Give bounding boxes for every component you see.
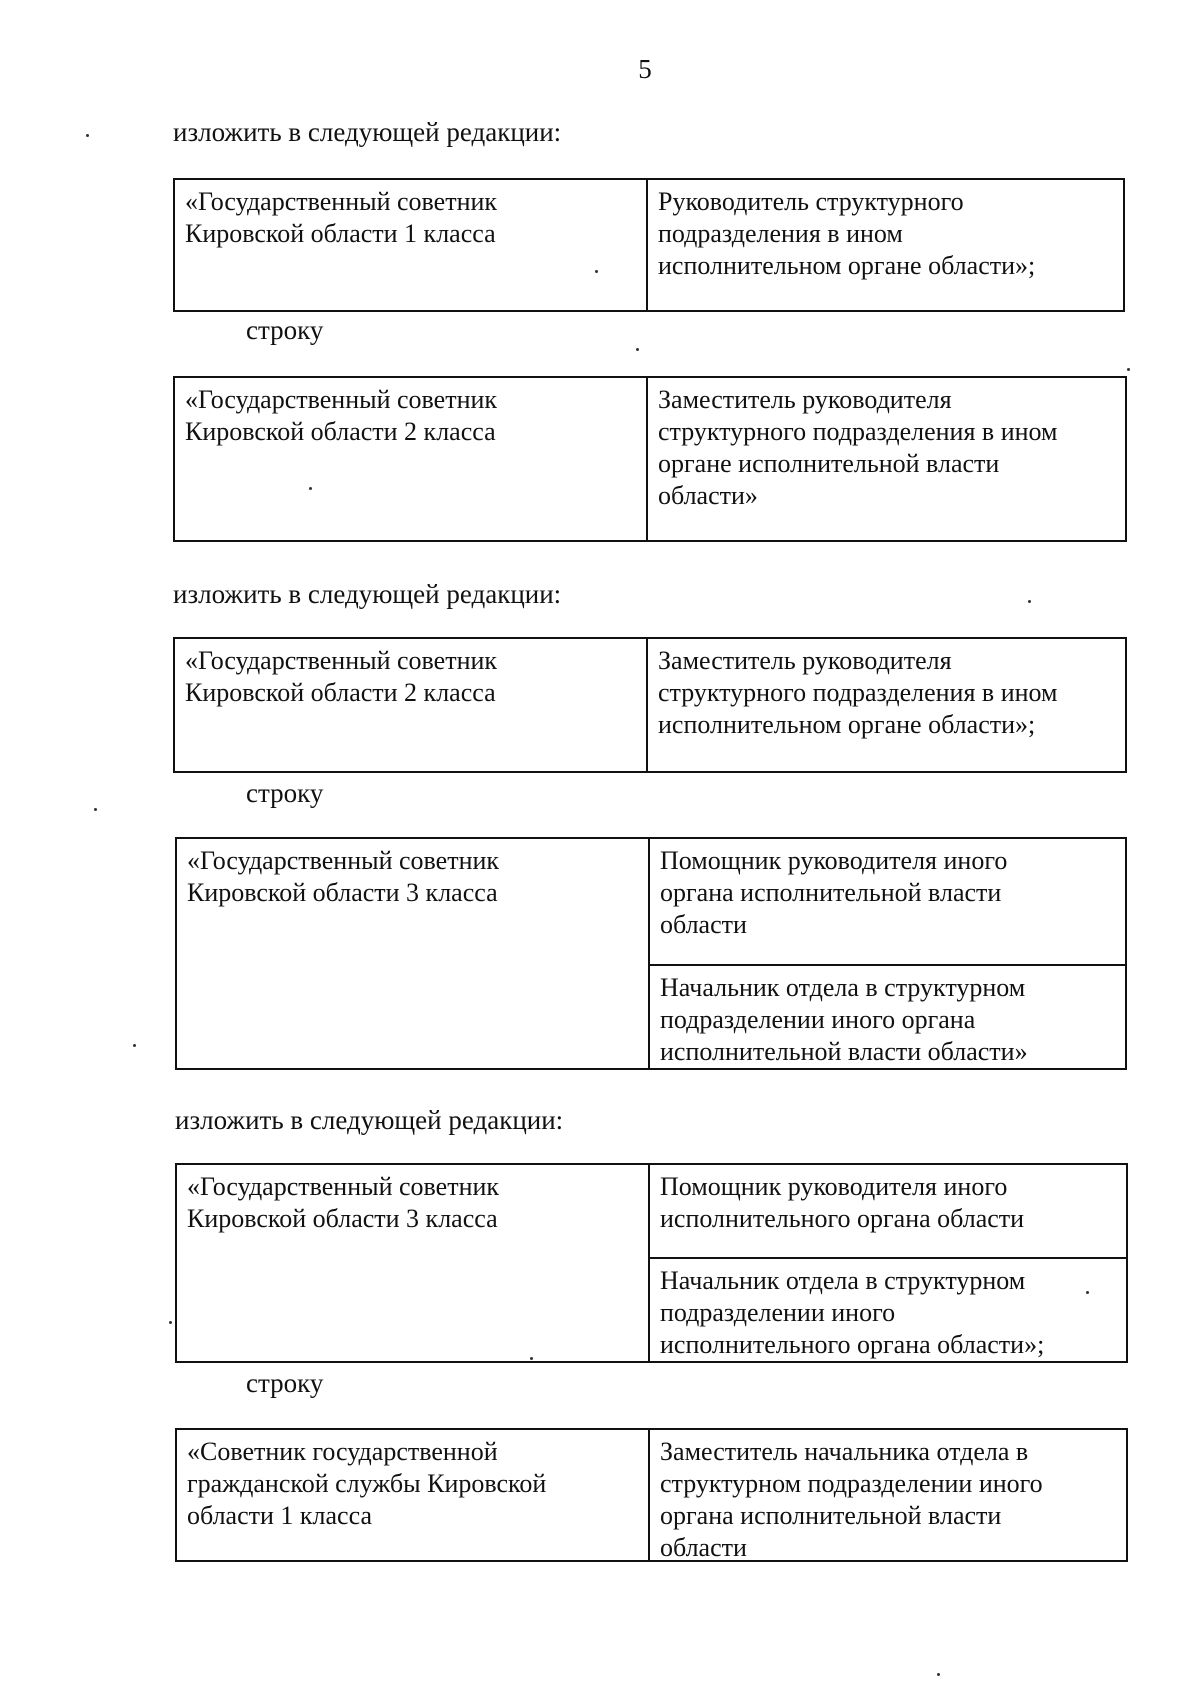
position-line: Помощник руководителя иного: [660, 1172, 1008, 1201]
positions-column: [648, 180, 1123, 310]
rank-line: «Государственный советник: [185, 385, 498, 414]
rank-line: Кировской области 3 класса: [187, 1204, 498, 1233]
position-line: Помощник руководителя иного: [660, 846, 1008, 875]
scan-speck: [86, 134, 89, 137]
scan-speck: [169, 1321, 172, 1324]
rank-line: Кировской области 2 класса: [185, 678, 496, 707]
position-line: подразделения в ином: [658, 219, 903, 248]
position-line: исполнительного органа области: [660, 1204, 1025, 1233]
instruction-text: строку: [246, 315, 324, 345]
scan-speck: [530, 1357, 533, 1360]
scan-speck: [595, 270, 598, 273]
instruction-text: изложить в следующей редакции:: [173, 117, 562, 147]
position-cell: [648, 639, 1125, 771]
rank-cell: [177, 1430, 650, 1560]
position-line: структурном подразделении иного: [660, 1469, 1043, 1498]
rank-cell: [175, 378, 648, 540]
position-table: [175, 1428, 1128, 1562]
position-line: подразделении иного: [660, 1298, 896, 1327]
position-line: структурного подразделения в ином: [658, 678, 1058, 707]
scan-speck: [1127, 368, 1130, 371]
position-line: исполнительном органе области»;: [658, 710, 1036, 739]
rank-cell: [177, 1165, 650, 1361]
position-line: органа исполнительной власти: [660, 1501, 1002, 1530]
position-table: [173, 178, 1125, 312]
scan-speck: [133, 1044, 136, 1047]
position-cell: [648, 378, 1125, 540]
positions-column: [650, 1430, 1126, 1560]
position-line: исполнительной власти области»: [660, 1037, 1028, 1066]
position-line: области»: [658, 481, 758, 510]
rank-line: области 1 класса: [187, 1501, 372, 1530]
position-line: области: [660, 910, 747, 939]
rank-cell: [177, 839, 650, 1068]
instruction-text: строку: [246, 1368, 324, 1398]
scan-speck: [1028, 600, 1031, 603]
position-table: [175, 1163, 1128, 1363]
positions-column: [648, 378, 1125, 540]
position-cell: [650, 964, 1125, 1068]
rank-line: «Государственный советник: [185, 187, 498, 216]
position-cell: [650, 1430, 1126, 1560]
position-line: области: [660, 1533, 747, 1562]
page-number: 5: [638, 54, 652, 84]
position-line: органа исполнительной власти: [660, 878, 1002, 907]
scan-speck: [94, 808, 97, 811]
scan-speck: [309, 487, 312, 490]
position-line: подразделении иного органа: [660, 1005, 976, 1034]
instruction-text: строку: [246, 778, 324, 808]
position-cell: [650, 1257, 1126, 1361]
position-line: органе исполнительной власти: [658, 449, 1000, 478]
position-line: исполнительного органа области»;: [660, 1330, 1045, 1359]
rank-cell: [175, 180, 648, 310]
position-line: Заместитель руководителя: [658, 385, 952, 414]
rank-cell: [175, 639, 648, 771]
instruction-text: изложить в следующей редакции:: [173, 579, 562, 609]
position-line: Начальник отдела в структурном: [660, 1266, 1026, 1295]
instruction-text: изложить в следующей редакции:: [175, 1105, 564, 1135]
rank-line: «Государственный советник: [187, 846, 500, 875]
rank-line: Кировской области 3 класса: [187, 878, 498, 907]
position-line: Начальник отдела в структурном: [660, 973, 1026, 1002]
position-table: [173, 637, 1127, 773]
position-table: [175, 837, 1127, 1070]
scan-speck: [1086, 1291, 1089, 1294]
position-cell: [650, 839, 1125, 964]
position-table: [173, 376, 1127, 542]
rank-line: гражданской службы Кировской: [187, 1469, 547, 1498]
rank-line: Кировской области 1 класса: [185, 219, 496, 248]
position-line: исполнительном органе области»;: [658, 251, 1036, 280]
rank-line: Кировской области 2 класса: [185, 417, 496, 446]
position-line: Заместитель начальника отдела в: [660, 1437, 1029, 1466]
position-cell: [650, 1165, 1126, 1257]
position-cell: [648, 180, 1123, 310]
rank-line: «Советник государственной: [187, 1437, 498, 1466]
scan-speck: [937, 1673, 940, 1676]
rank-line: «Государственный советник: [185, 646, 498, 675]
positions-column: [650, 1165, 1126, 1361]
positions-column: [648, 639, 1125, 771]
position-line: Заместитель руководителя: [658, 646, 952, 675]
rank-line: «Государственный советник: [187, 1172, 500, 1201]
scan-speck: [636, 348, 639, 351]
position-line: Руководитель структурного: [658, 187, 964, 216]
positions-column: [650, 839, 1125, 1068]
position-line: структурного подразделения в ином: [658, 417, 1058, 446]
